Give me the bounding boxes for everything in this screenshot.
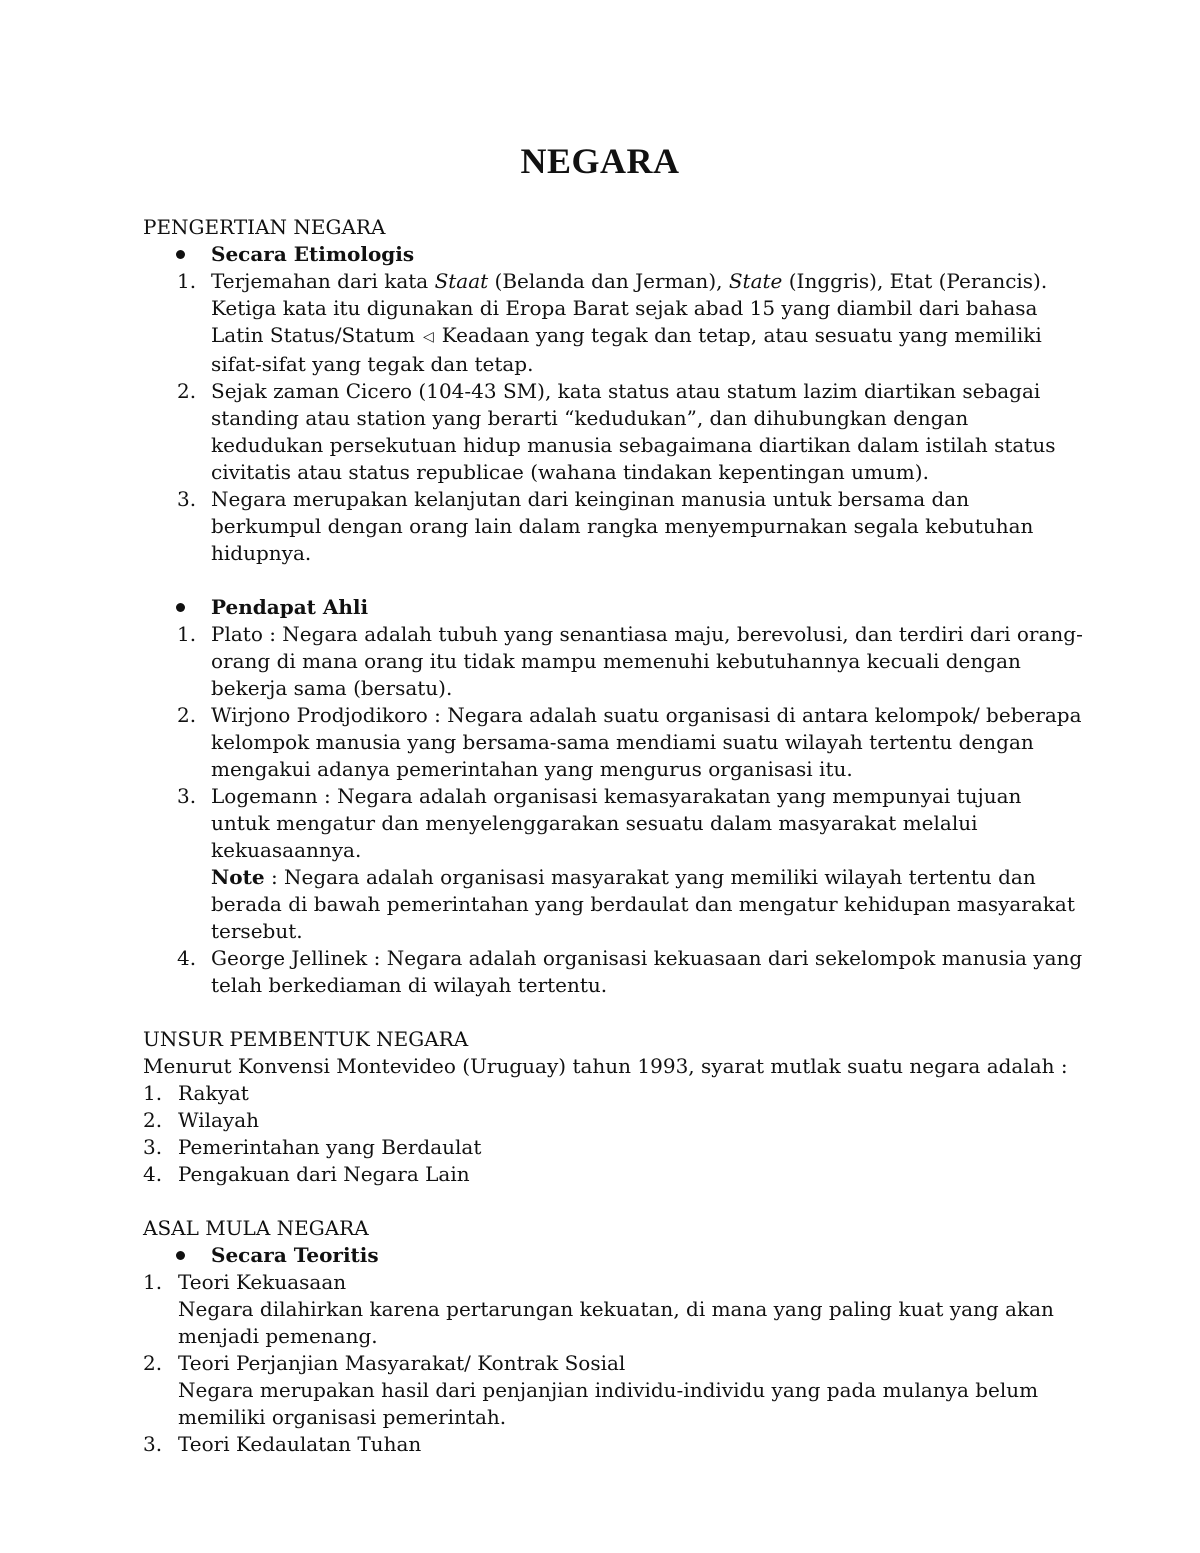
list-unsur (143, 1080, 1083, 1188)
item-desc: Negara dilahirkan karena pertarungan kekuatan, di mana yang paling kuat yang akan menjadi pemenang. (178, 1297, 1054, 1348)
item-text: Wirjono Prodjodikoro : Negara adalah suatu organisasi di antara kelompok/ beberapa kelompok manusia yang bersama-sama mendiami suatu wilayah tertentu dengan mengakui adanya pemerintahan yang mengurus organisasi itu. (211, 703, 1082, 781)
bullet-label: Pendapat Ahli (211, 595, 369, 619)
bullet-secara-teoritis (143, 1242, 1083, 1269)
list-item (143, 1350, 1083, 1431)
list-item (143, 1080, 1083, 1107)
item-number: 2. (177, 379, 197, 403)
item-number: 1. (143, 1081, 163, 1105)
item-text: Plato : Negara adalah tubuh yang senantiasa maju, berevolusi, dan terdiri dari orang-orang di mana orang itu tidak mampu memenuhi kebutuhannya kecuali dengan bekerja sama (bersatu). (211, 622, 1083, 700)
item-number: 2. (177, 703, 197, 727)
bullet-label: Secara Teoritis (211, 1243, 379, 1267)
bullet-icon (176, 603, 185, 612)
document-body (143, 214, 1083, 1458)
bullet-icon (176, 1251, 185, 1260)
note-label: Note (211, 865, 265, 889)
item-number: 3. (177, 784, 197, 808)
bullet-secara-etimologis (143, 241, 1083, 268)
item-number: 2. (143, 1108, 163, 1132)
item-number: 2. (143, 1351, 163, 1375)
bullet-pendapat-ahli (143, 594, 1083, 621)
item-number: 4. (177, 946, 197, 970)
list-item (143, 1269, 1083, 1350)
item-number: 1. (177, 269, 197, 293)
item-text: Negara merupakan kelanjutan dari keinginan manusia untuk bersama dan berkumpul dengan orang lain dalam rangka menyempurnakan segala kebutuhan hidupnya. (211, 487, 1034, 565)
section-heading-pengertian: PENGERTIAN NEGARA (143, 215, 386, 239)
item-text: Pemerintahan yang Berdaulat (178, 1135, 482, 1159)
item-desc: Negara merupakan hasil dari penjanjian individu-individu yang pada mulanya belum memiliki organisasi pemerintah. (178, 1378, 1039, 1429)
list-teori (143, 1269, 1083, 1458)
item-number: 3. (143, 1135, 163, 1159)
list-etimologis (143, 268, 1083, 567)
list-pendapat-ahli (143, 621, 1083, 999)
list-item (143, 783, 1083, 945)
item-title: Teori Kedaulatan Tuhan (178, 1432, 422, 1456)
item-number: 1. (143, 1270, 163, 1294)
item-text: George Jellinek : Negara adalah organisasi kekuasaan dari sekelompok manusia yang telah berkediaman di wilayah tertentu. (211, 946, 1083, 997)
section-heading-unsur: UNSUR PEMBENTUK NEGARA (143, 1027, 469, 1051)
list-item (143, 1107, 1083, 1134)
item-text: Wilayah (178, 1108, 260, 1132)
list-item (143, 378, 1083, 486)
arrow-left-icon: ◁ (422, 329, 434, 345)
item-number: 3. (143, 1432, 163, 1456)
list-item (143, 486, 1083, 567)
item-number: 1. (177, 622, 197, 646)
section-heading-asal-mula: ASAL MULA NEGARA (143, 1216, 369, 1240)
bullet-icon (176, 250, 185, 259)
list-item (143, 702, 1083, 783)
item-text: (Inggris), Etat (Perancis). Ketiga kata itu digunakan di Eropa Barat sejak abad 15 yang diambil dari bahasa Latin Status/Statum (211, 269, 1048, 347)
item-text: Logemann : Negara adalah organisasi kemasyarakatan yang mempunyai tujuan untuk mengatur dan menyelenggarakan sesuatu dalam masyarakat melalui kekuasaannya. (211, 784, 1022, 862)
list-item (143, 1134, 1083, 1161)
list-item (143, 621, 1083, 702)
item-text: Pengakuan dari Negara Lain (178, 1162, 470, 1186)
page-title: NEGARA (520, 141, 680, 181)
item-text-italic: State (728, 269, 783, 293)
list-item (143, 1161, 1083, 1188)
item-text-italic: Staat (434, 269, 489, 293)
note-text: : Negara adalah organisasi masyarakat yang memiliki wilayah tertentu dan berada di bawah pemerintahan yang berdaulat dan mengatur kehidupan masyarakat tersebut. (211, 865, 1075, 943)
item-number: 4. (143, 1162, 163, 1186)
item-text: Terjemahan dari kata (211, 269, 435, 293)
list-item (143, 268, 1083, 378)
item-number: 3. (177, 487, 197, 511)
item-text: Rakyat (178, 1081, 249, 1105)
list-item (143, 1431, 1083, 1458)
item-text: (Belanda dan Jerman), (488, 269, 729, 293)
bullet-label: Secara Etimologis (211, 242, 415, 266)
item-title: Teori Kekuasaan (178, 1270, 347, 1294)
item-text: Keadaan yang tegak dan tetap, atau sesuatu yang memiliki sifat-sifat yang tegak dan tetap. (211, 323, 1042, 376)
section-intro: Menurut Konvensi Montevideo (Uruguay) tahun 1993, syarat mutlak suatu negara adalah : (143, 1054, 1068, 1078)
list-item (143, 945, 1083, 999)
note-line (211, 864, 1083, 945)
item-title: Teori Perjanjian Masyarakat/ Kontrak Sosial (178, 1351, 626, 1375)
item-text: Sejak zaman Cicero (104-43 SM), kata status atau statum lazim diartikan sebagai standing atau station yang berarti “kedudukan”, dan dihubungkan dengan kedudukan persekutuan hidup manusia sebagaimana diartikan dalam istilah status civitatis atau status republicae (wahana tindakan kepentingan umum). (211, 379, 1056, 484)
